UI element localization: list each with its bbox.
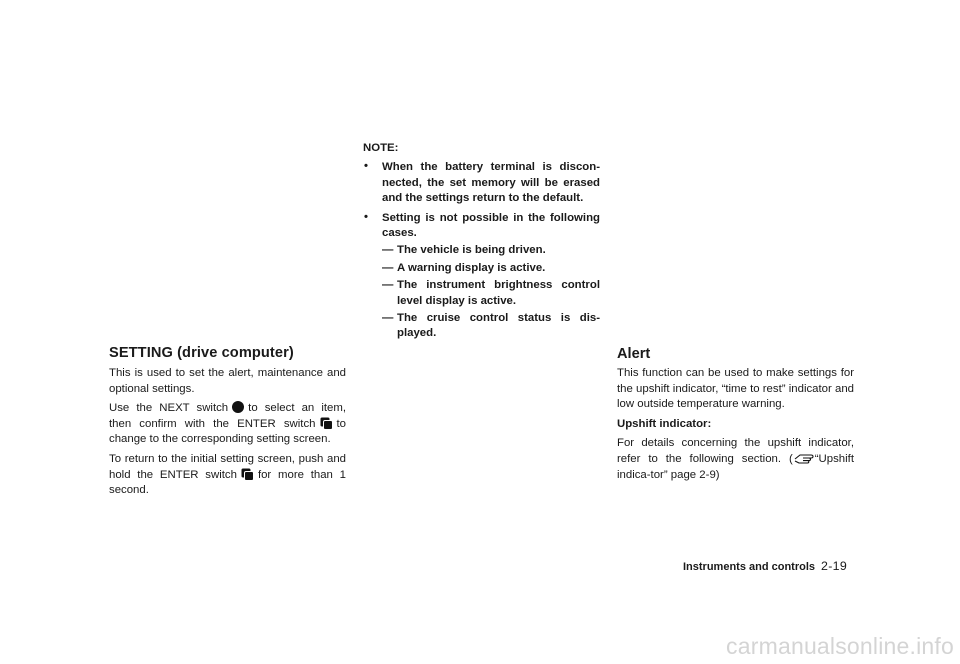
note-item xyxy=(363,211,600,342)
enter-switch-icon xyxy=(320,417,333,430)
upshift-subheading: Upshift indicator: xyxy=(617,417,712,430)
upshift-detail-ref: “Upshift indica-tor” page 2-9) xyxy=(617,452,854,481)
setting-body xyxy=(109,366,346,503)
page-footer xyxy=(683,559,847,573)
upshift-detail-pre: For details concerning the upshift indicator, refer to the following section. ( xyxy=(617,437,854,465)
setting-return-pre: To return to the initial setting screen, push and hold the ENTER switch xyxy=(109,452,346,481)
note-item-text: When the battery terminal is discon-nected, the set memory will be erased and the settings return to the default. xyxy=(382,161,600,205)
note-title: NOTE: xyxy=(363,142,399,154)
note-case-text: A warning display is active. xyxy=(397,261,546,274)
dash: — xyxy=(382,261,394,274)
alert-heading: Alert xyxy=(617,346,651,362)
footer-section-title: Instruments and controls xyxy=(683,561,816,573)
dash: — xyxy=(382,279,394,292)
note-case xyxy=(382,278,600,309)
note-item xyxy=(363,160,600,206)
next-switch-icon xyxy=(232,401,244,413)
dash: — xyxy=(382,244,394,257)
upshift-detail xyxy=(617,436,854,483)
dash: — xyxy=(382,312,394,325)
watermark: carmanualsonline.info xyxy=(726,633,954,659)
setting-next-pre: Use the NEXT switch xyxy=(109,402,229,415)
note-case xyxy=(382,311,600,342)
setting-return-post: for more than 1 second. xyxy=(109,468,346,497)
setting-next-paragraph xyxy=(109,401,346,448)
enter-switch-icon xyxy=(241,468,254,481)
reference-hand-icon xyxy=(794,452,814,464)
page-number: 2-19 xyxy=(821,559,848,573)
note-case-text: The instrument brightness control level display is active. xyxy=(397,279,600,307)
alert-intro: This function can be used to make settings for the upshift indicator, “time to rest” indicator and low outside temperature warning. xyxy=(617,367,854,411)
note-item-text: Setting is not possible in the following cases. xyxy=(382,211,600,240)
note-block xyxy=(363,141,600,342)
setting-intro: This is used to set the alert, maintenance and optional settings. xyxy=(109,367,346,395)
note-case-text: The cruise control status is dis-played. xyxy=(397,312,600,340)
note-case-text: The vehicle is being driven. xyxy=(397,244,546,257)
bullet: • xyxy=(364,160,368,173)
bullet: • xyxy=(364,210,368,223)
setting-next-mid: to select an item, then confirm with the ENTER switch xyxy=(109,402,347,430)
alert-body xyxy=(617,366,854,487)
note-case xyxy=(382,261,600,276)
setting-return-paragraph xyxy=(109,452,346,499)
setting-next-post: to change to the corresponding setting screen. xyxy=(109,417,346,446)
note-case xyxy=(382,243,600,258)
setting-heading: SETTING (drive computer) xyxy=(109,345,294,361)
